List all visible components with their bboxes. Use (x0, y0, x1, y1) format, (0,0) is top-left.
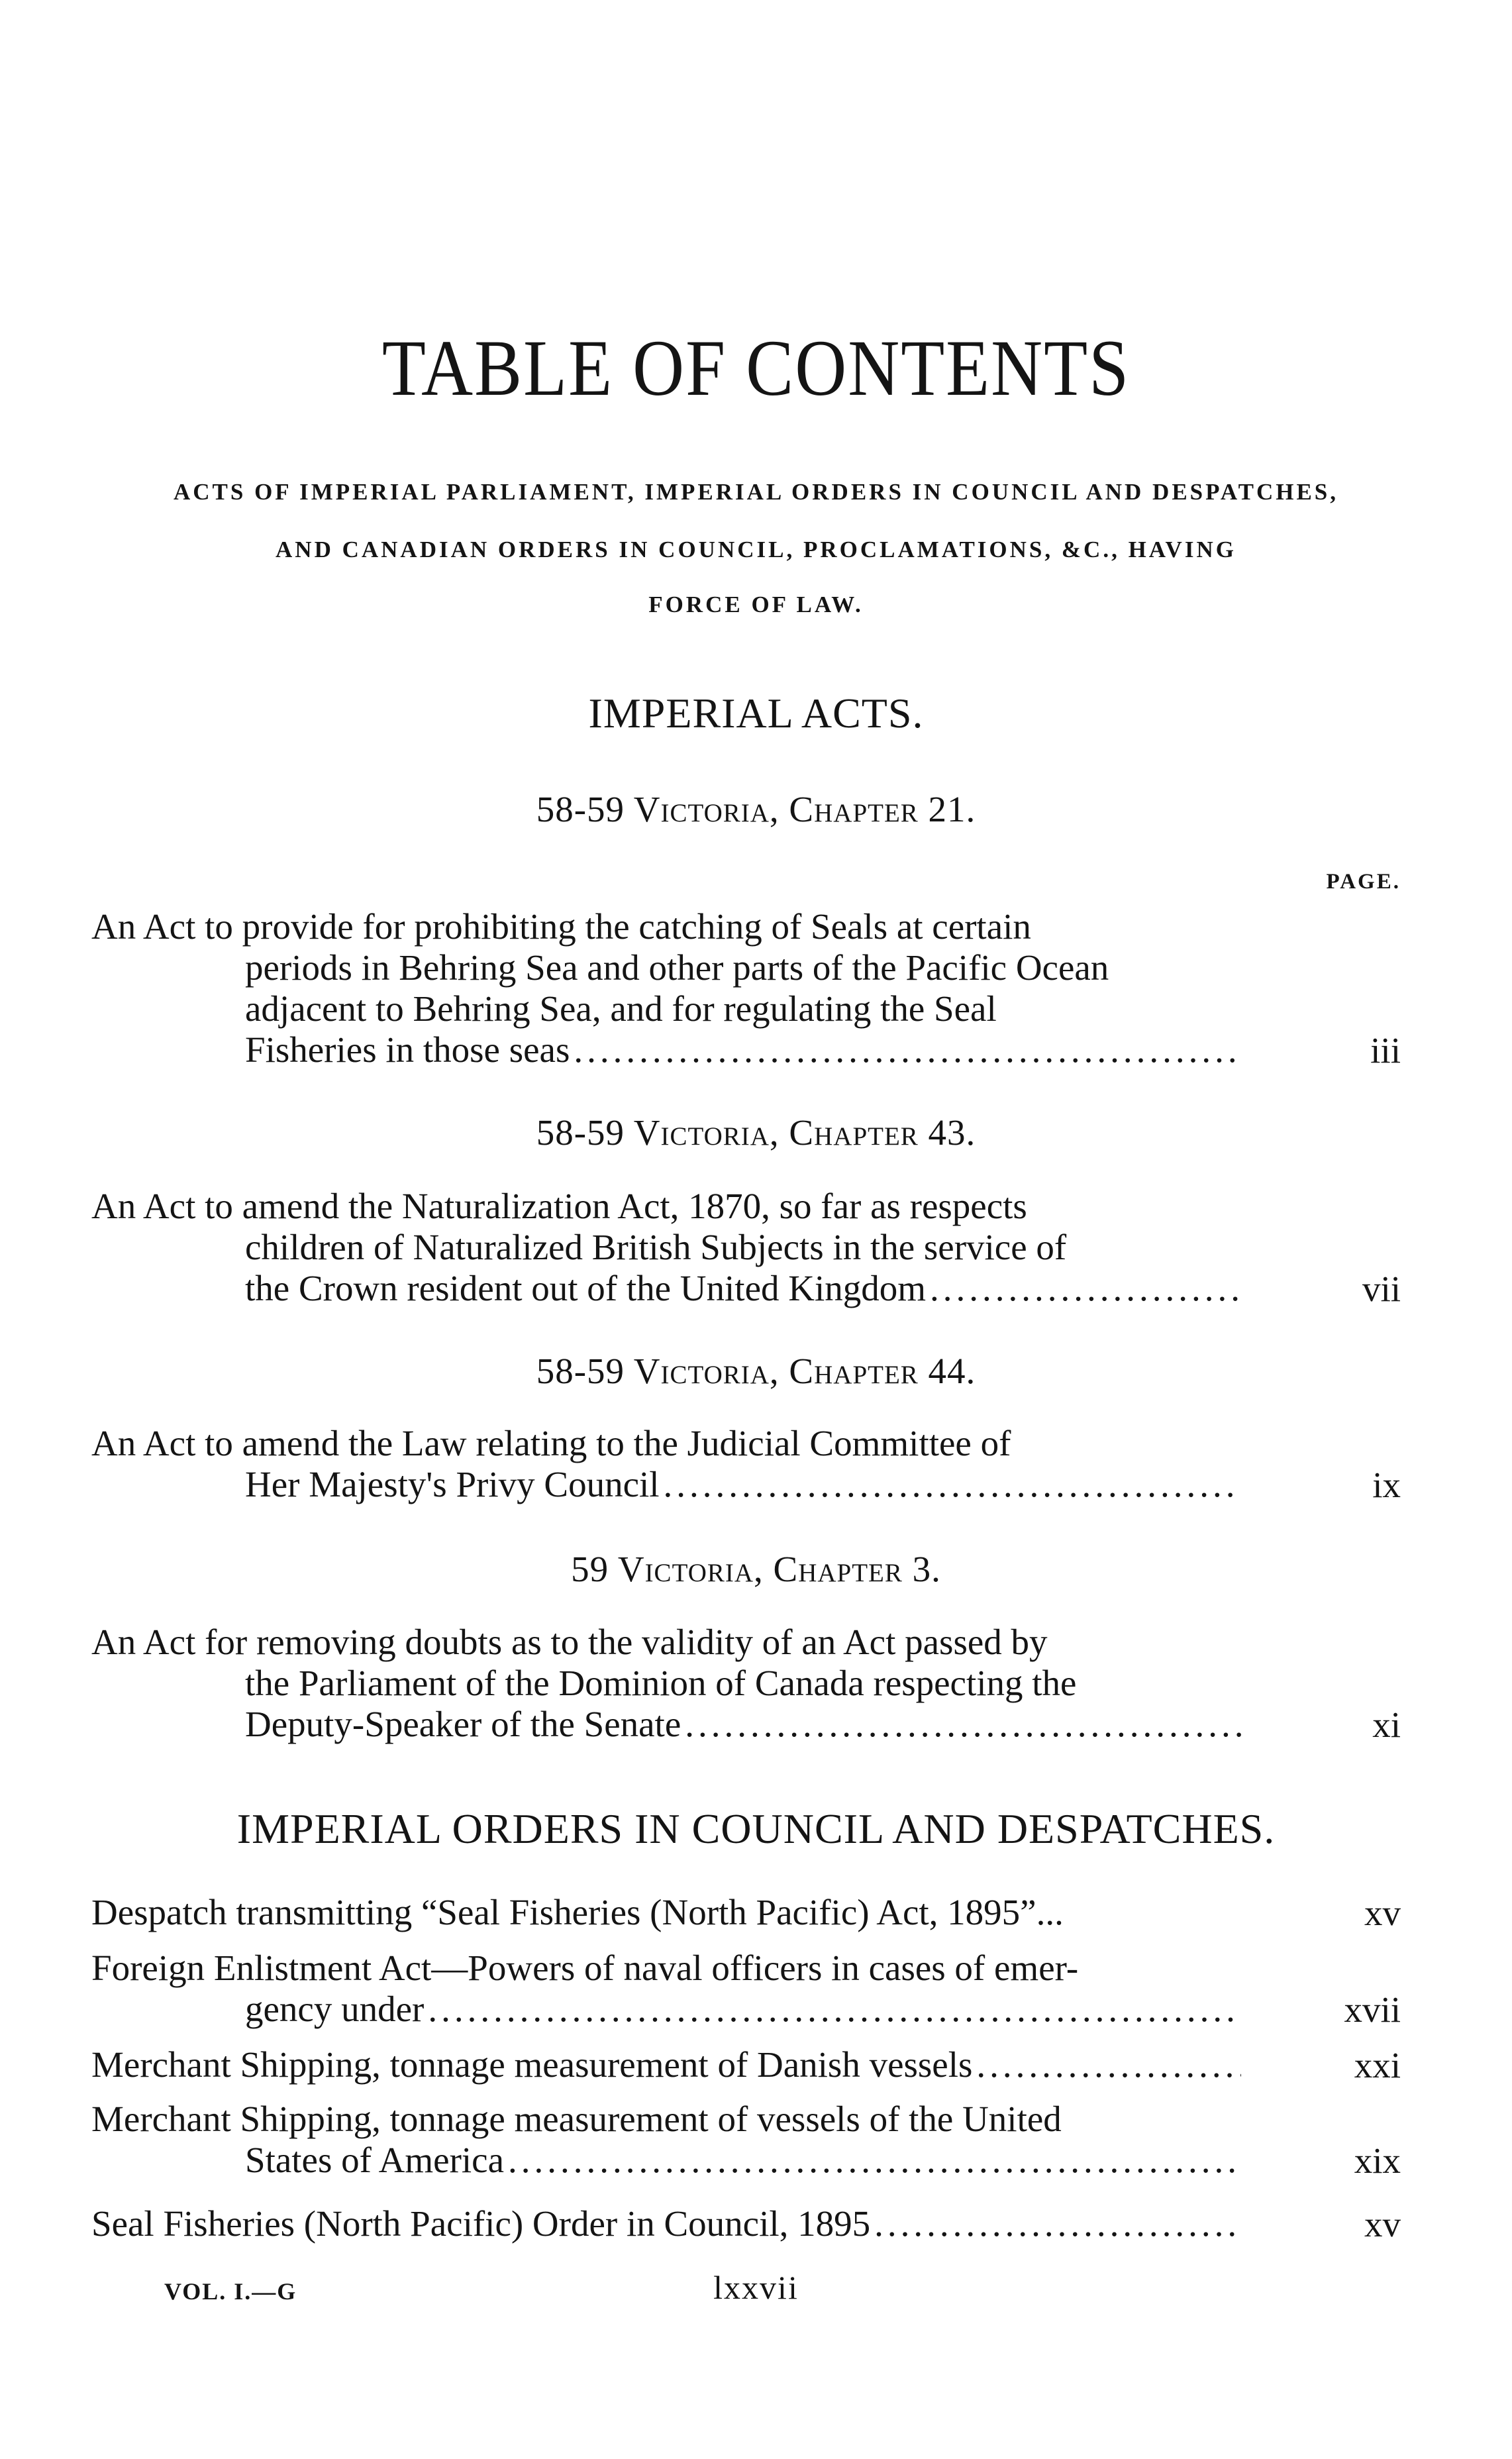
page-ref: xv (1364, 1893, 1401, 1933)
entry-line: children of Naturalized British Subjects in the service of (245, 1227, 1067, 1267)
toc-entry (91, 2044, 1244, 2085)
volume-signature: VOL. I.—G (164, 2278, 297, 2305)
toc-entry (91, 2099, 1244, 2181)
toc-entry (91, 1892, 1244, 1933)
toc-entry (91, 2203, 1244, 2244)
toc-entry (91, 906, 1244, 1071)
page-ref: xi (1372, 1704, 1401, 1745)
section-heading-imperial-acts: IMPERIAL ACTS. (588, 690, 924, 737)
leader-dots (428, 1989, 1241, 2030)
toc-entry (91, 1186, 1244, 1309)
entry-line: An Act to amend the Law relating to the Judicial Committee of (91, 1423, 1011, 1463)
entry-line: periods in Behring Sea and other parts of the Pacific Ocean (245, 947, 1109, 988)
entry-line: Fisheries in those seas ..... (91, 1029, 1244, 1071)
leader-dots (574, 1029, 1241, 1071)
leader-dots (976, 2044, 1241, 2085)
leader-dots (508, 2140, 1241, 2181)
subtitle-line-1: ACTS OF IMPERIAL PARLIAMENT, IMPERIAL ORDERS IN COUNCIL AND DESPATCHES, (173, 479, 1339, 505)
page-ref: iii (1370, 1030, 1401, 1071)
entry-line: Foreign Enlistment Act—Powers of naval officers in cases of emer- (91, 1948, 1079, 1988)
entry-line: Seal Fisheries (North Pacific) Order in Council, 1895 ..... (91, 2203, 1244, 2244)
chapter-heading: 58-59 Victoria, Chapter 43. (536, 1112, 976, 1153)
chapter-heading: 58-59 Victoria, Chapter 21. (536, 789, 976, 829)
toc-entry (91, 1622, 1244, 1745)
page-ref: vii (1362, 1269, 1401, 1309)
section-heading-orders: IMPERIAL ORDERS IN COUNCIL AND DESPATCHES. (236, 1805, 1276, 1852)
page-ref: xxi (1354, 2045, 1401, 2085)
page-ref: xv (1364, 2204, 1401, 2244)
page-ref: ix (1372, 1465, 1401, 1505)
entry-line: Merchant Shipping, tonnage measurement of Danish vessels ..... (91, 2044, 1244, 2085)
entry-line: States of America ..... (91, 2140, 1244, 2181)
chapter-heading: 58-59 Victoria, Chapter 44. (536, 1351, 976, 1391)
page-ref: xvii (1344, 1989, 1401, 2030)
entry-line: An Act to provide for prohibiting the catching of Seals at certain (91, 906, 1031, 947)
entry-line: gency under ..... (91, 1989, 1244, 2030)
leader-dots (930, 1268, 1241, 1309)
leader-dots (874, 2203, 1241, 2244)
entry-line: the Crown resident out of the United Kingdom ..... (91, 1268, 1244, 1309)
leader-dots (664, 1464, 1241, 1505)
page-number: lxxvii (713, 2269, 799, 2306)
subtitle-line-3: FORCE OF LAW. (648, 592, 864, 617)
entry-line: An Act to amend the Naturalization Act, 1870, so far as respects (91, 1186, 1027, 1226)
leader-dots (685, 1704, 1241, 1745)
entry-line: Despatch transmitting “Seal Fisheries (North Pacific) Act, 1895”... (91, 1892, 1064, 1932)
page-title: TABLE OF CONTENTS (381, 324, 1131, 413)
entry-line: adjacent to Behring Sea, and for regulating the Seal (245, 988, 997, 1029)
entry-line: An Act for removing doubts as to the validity of an Act passed by (91, 1622, 1048, 1662)
entry-line: Her Majesty's Privy Council ..... (91, 1464, 1244, 1505)
toc-entry (91, 1423, 1244, 1505)
chapter-heading: 59 Victoria, Chapter 3. (571, 1549, 941, 1589)
entry-line: Deputy-Speaker of the Senate ..... (91, 1704, 1244, 1745)
toc-entry (91, 1948, 1244, 2030)
entry-line: Merchant Shipping, tonnage measurement of vessels of the United (91, 2099, 1062, 2139)
entry-line: the Parliament of the Dominion of Canada respecting the (245, 1663, 1077, 1703)
page-ref: xix (1354, 2140, 1401, 2181)
subtitle-line-2: AND CANADIAN ORDERS IN COUNCIL, PROCLAMATIONS, &C., HAVING (276, 537, 1236, 562)
page-column-label: PAGE. (1326, 870, 1401, 894)
